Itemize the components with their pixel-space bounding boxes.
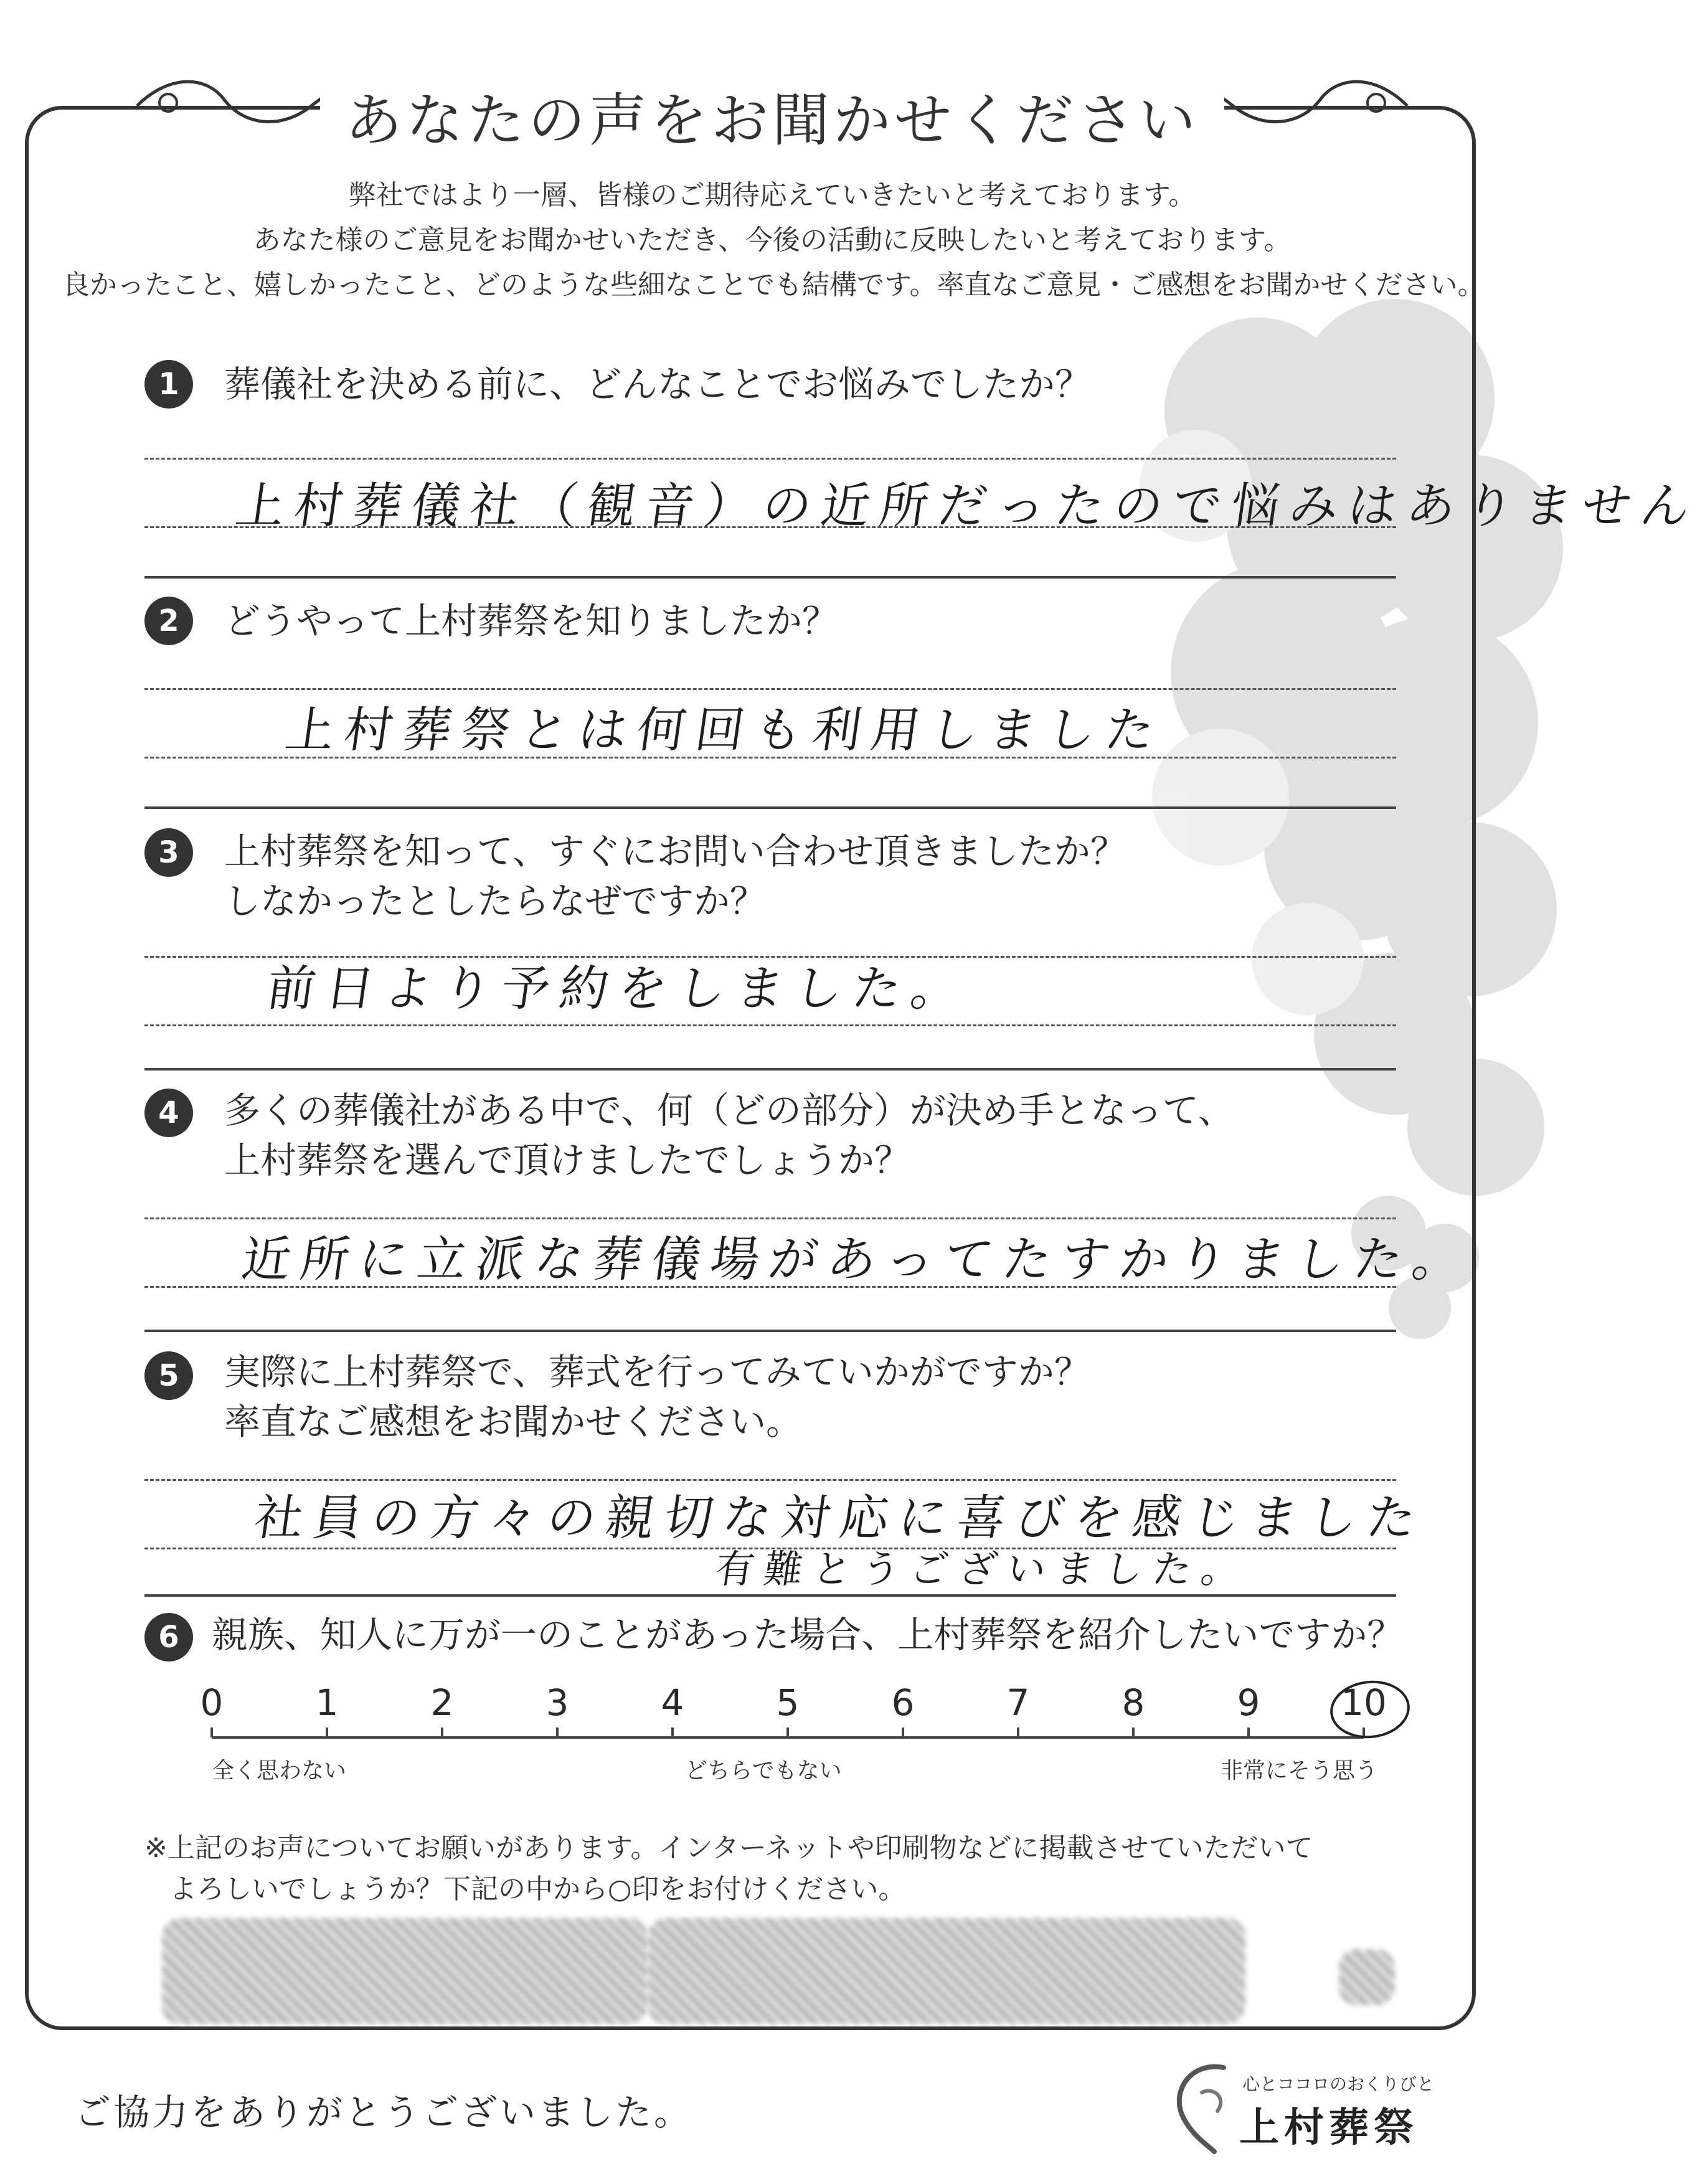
scale-tick-7[interactable]: 7 [1006, 1681, 1030, 1724]
question-number-4: 4 [144, 1089, 193, 1137]
answer-2-handwriting: 上村葬祭とは何回も利用しました [281, 702, 1168, 759]
section-divider [144, 806, 1396, 809]
answer-line [144, 688, 1396, 690]
logo-tagline: 心とココロのおくりびと [1242, 2074, 1435, 2094]
question-4-text-line2: 上村葬祭を選んで頂けましたでしょうか？ [224, 1139, 911, 1181]
question-2-text: どうやって上村葬祭を知りましたか？ [224, 600, 839, 642]
scale-tick-9[interactable]: 9 [1237, 1681, 1260, 1724]
scale-tick-5[interactable]: 5 [776, 1681, 800, 1724]
question-4-text-line1: 多くの葬儀社がある中で、何（どの部分）が決め手となって、 [224, 1089, 1234, 1132]
question-3-text-line2: しなかったとしたらなぜですか？ [224, 880, 767, 922]
redacted-option-area [1339, 1949, 1395, 2005]
answer-3-handwriting: 前日より予約をしました。 [263, 961, 974, 1017]
answer-5-handwriting-line2: 有難とうございました。 [712, 1546, 1254, 1592]
publication-consent-note [144, 1828, 1313, 1910]
question-number-5: 5 [144, 1351, 193, 1400]
scale-tick-3[interactable]: 3 [546, 1681, 569, 1724]
scale-tick-2[interactable]: 2 [430, 1681, 454, 1724]
intro-line: あなた様のご意見をお聞かせいただき、今後の活動に反映したいと考えております。 [253, 224, 1292, 256]
question-number-2: 2 [144, 597, 193, 645]
answer-4-handwriting: 近所に立派な葬儀場があってたすかりました。 [238, 1232, 1475, 1288]
section-divider [144, 1594, 1396, 1597]
heart-logo-icon [1164, 2055, 1239, 2155]
scale-label-high: 非常にそう思う [1221, 1758, 1378, 1784]
question-5-text-line2: 率直なご感想をお聞かせください。 [224, 1401, 803, 1443]
scale-tick-0[interactable]: 0 [200, 1681, 224, 1724]
intro-line: 良かったこと、嬉しかったこと、どのような些細なことでも結構です。率直なご意見・ご感想をお聞かせください。 [62, 269, 1485, 301]
scale-tick-6[interactable]: 6 [891, 1681, 915, 1724]
section-divider [144, 576, 1396, 579]
question-number-1: 1 [144, 360, 193, 409]
redacted-option-area [648, 1918, 1245, 2024]
question-3-text-line1: 上村葬祭を知って、すぐにお問い合わせ頂きましたか？ [224, 830, 1126, 872]
question-6-text: 親族、知人に万が一のことがあった場合、上村葬祭を紹介したいですか？ [212, 1614, 1404, 1656]
question-number-3: 3 [144, 828, 193, 877]
answer-line [144, 458, 1396, 460]
selected-circle-mark [1326, 1675, 1414, 1744]
answer-1-handwriting: 上村葬儀社（観音）の近所だったので悩みはありません [232, 478, 1704, 534]
intro-line: 弊社ではより一層、皆様のご期待応えていきたいと考えております。 [348, 179, 1196, 211]
answer-line [144, 1286, 1396, 1288]
answer-5-handwriting-line1: 社員の方々の親切な対応に喜びを感じました [250, 1490, 1430, 1546]
rating-scale-bar [187, 1719, 1407, 1756]
answer-line [144, 1024, 1396, 1026]
question-1-text: 葬儀社を決める前に、どんなことでお悩みでしたか？ [224, 363, 1092, 405]
scale-tick-4[interactable]: 4 [661, 1681, 684, 1724]
section-divider [144, 1330, 1396, 1332]
answer-line [144, 1217, 1396, 1219]
question-5-text-line1: 実際に上村葬祭で、葬式を行ってみていかがですか？ [224, 1351, 1090, 1393]
answer-line [144, 757, 1396, 759]
redacted-option-area [162, 1918, 648, 2024]
question-number-6: 6 [144, 1613, 193, 1662]
company-logo-name: 上村葬祭 [1239, 2105, 1419, 2151]
intro-text [62, 173, 1485, 308]
note-line: ※上記のお声についてお願いがあります。インターネットや印刷物などに掲載させていただいて [144, 1832, 1313, 1864]
scale-label-mid: どちらでもない [685, 1758, 842, 1784]
scale-tick-8[interactable]: 8 [1122, 1681, 1145, 1724]
thank-you-message: ご協力をありがとうございました。 [75, 2091, 693, 2134]
scale-label-low: 全く思わない [212, 1758, 347, 1784]
scale-tick-1[interactable]: 1 [315, 1681, 339, 1724]
section-divider [144, 1068, 1396, 1071]
answer-line [144, 526, 1396, 528]
answer-line [144, 1548, 1396, 1549]
note-line: よろしいでしょうか？下記の中から○印をお付けください。 [169, 1873, 906, 1905]
page-title: あなたの声をお聞かせください [320, 75, 1224, 157]
scale-tick-10[interactable]: 10 [1341, 1681, 1387, 1724]
